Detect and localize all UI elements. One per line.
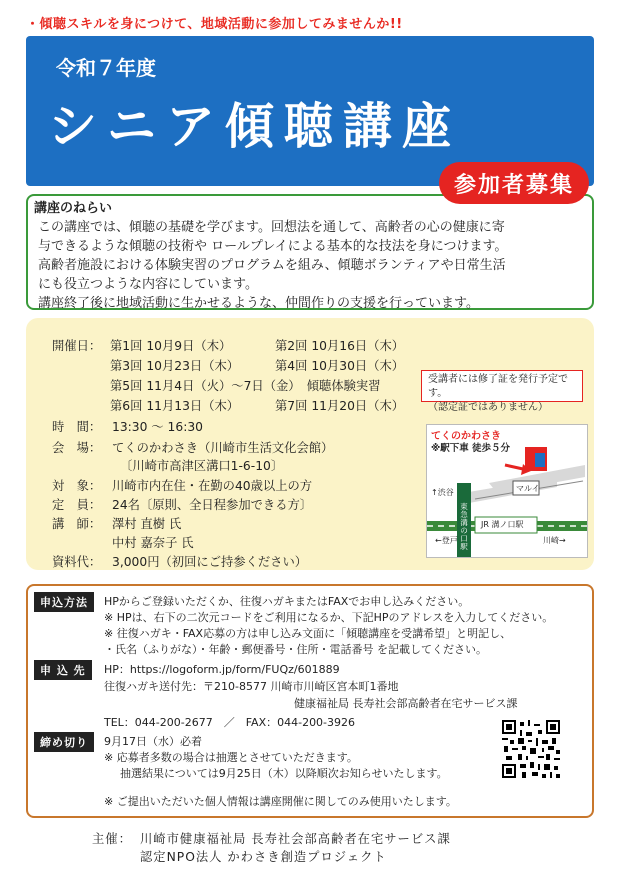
year-label: 令和７年度 [56, 56, 156, 80]
map-kawasaki-label: 川崎→ [543, 536, 566, 545]
venue-label: 会 場： [52, 441, 102, 455]
qr-code[interactable] [502, 720, 560, 778]
certificate-line: 受講者には修了証を発行予定です。 [428, 374, 568, 399]
fee-value: 3,000円（初回にご持参ください） [112, 555, 308, 569]
destination-tag: 申 込 先 [34, 660, 92, 680]
session-item: 第7回 11月20日（木） [275, 399, 405, 413]
department: 健康福祉局 長寿社会部高齢者在宅サービス課 [294, 697, 518, 710]
lottery-note: ※ 応募者多数の場合は抽選とさせていただきます。 [104, 751, 358, 764]
map-toride-label: ←登戸 [435, 536, 458, 545]
method-line: HPからご登録いただくか、往復ハガキまたはFAXでお申し込みください。 [104, 595, 470, 608]
map-shibuya-label: ↑渋谷 [431, 488, 454, 497]
lecturer-name: 澤村 直樹 氏 [112, 517, 182, 531]
footer-organizer: 認定NPO法人 かわさき創造プロジェクト [140, 850, 387, 864]
aims-line: にも役立つような内容にしています。 [38, 277, 258, 292]
footer-organizer: 川崎市健康福祉局 長寿社会部高齢者在宅サービス課 [140, 832, 451, 846]
map-walk-note: ※駅下車 徒歩５分 [431, 443, 511, 454]
session-item: 第1回 10月9日（木） [110, 339, 232, 353]
lecturer-label: 講 師： [52, 517, 102, 531]
map-marui-label: マルイ [516, 484, 540, 493]
access-map [426, 424, 588, 558]
map-tokyu-station: 東急溝の口駅 [460, 502, 468, 551]
deadline-tag: 締め切り [34, 732, 94, 752]
target-value: 川崎市内在住・在勤の40歳以上の方 [112, 479, 313, 493]
aims-line: 講座終了後に地域活動に生かせるような、仲間作りの支援を行っています。 [38, 296, 479, 311]
certificate-note [421, 370, 583, 413]
schedule-label: 開催日： [52, 339, 102, 353]
session-item: 第4回 10月30日（木） [275, 359, 405, 373]
venue-building-blue [535, 453, 545, 467]
postal-address: 往復ハガキ送付先：〒210-8577 川崎市川崎区宮本町1番地 [104, 680, 399, 693]
method-line: ・氏名（ふりがな）・年齢・郵便番号・住所・電話番号 を記載してください。 [104, 643, 487, 656]
map-arrow [505, 465, 523, 469]
page-title: シニア傾聴講座 [48, 98, 462, 155]
session-item: 第6回 11月13日（木） [110, 399, 240, 413]
session-item: 第2回 10月16日（木） [275, 339, 405, 353]
session-item: 第5回 11月4日（火）～7日（金） 傾聴体験実習 [110, 379, 381, 393]
method-tag: 申込方法 [34, 592, 94, 612]
aims-title: 講座のねらい [34, 201, 113, 216]
lecturer-name: 中村 嘉奈子 氏 [112, 536, 194, 550]
aims-line: 与できるような傾聴の技術や ロールプレイによる基本的な技法を身につけます。 [38, 239, 508, 254]
capacity-label: 定 員： [52, 498, 102, 512]
recruit-badge: 参加者募集 [439, 162, 589, 204]
certificate-line: （認定証ではありません） [428, 402, 548, 413]
time-label: 時 間： [52, 420, 102, 434]
capacity-value: 24名〔原則、全日程参加できる方〕 [112, 498, 313, 512]
deadline-value: 9月17日（水）必着 [104, 735, 202, 748]
footer-label: 主催： [92, 832, 132, 846]
privacy-note: ※ ご提出いただいた個人情報は講座開催に関してのみ使用いたします。 [104, 795, 457, 808]
lottery-result-note: 抽選結果については9月25日（木）以降順次お知らせいたします。 [120, 767, 448, 780]
method-line: ※ HPは、右下の二次元コードをご利用になるか、下記HPのアドレスを入力してください。 [104, 611, 554, 624]
tagline: ・傾聴スキルを身につけて、地域活動に参加してみませんか!! [26, 17, 403, 32]
fee-label: 資料代： [52, 555, 102, 569]
session-item: 第3回 10月23日（木） [110, 359, 240, 373]
time-value: 13:30 ～ 16:30 [112, 420, 203, 434]
map-jr-station: JR 溝ノ口駅 [481, 520, 524, 529]
qr-code-graphic [502, 720, 560, 778]
map-venue-name: てくのかわさき [431, 431, 501, 442]
target-label: 対 象： [52, 479, 102, 493]
aims-line: 高齢者施設における体験実習のプログラムを組み、傾聴ボランティアや日常生活 [38, 258, 506, 273]
tel-fax: TEL：044-200-2677 ／ FAX：044-200-3926 [104, 716, 356, 729]
method-line: ※ 往復ハガキ・FAX応募の方は申し込み文面に「傾聴講座を受講希望」と明記し、 [104, 627, 512, 640]
aims-line: この講座では、傾聴の基礎を学びます。回想法を通して、高齢者の心の健康に寄 [38, 220, 505, 235]
hp-link[interactable]: HP：https://logoform.jp/form/FUQz/601889 [104, 663, 340, 676]
venue-address: 〔川崎市高津区溝口1-6-10〕 [120, 459, 284, 473]
venue-value: てくのかわさき（川崎市生活文化会館） [112, 441, 334, 455]
